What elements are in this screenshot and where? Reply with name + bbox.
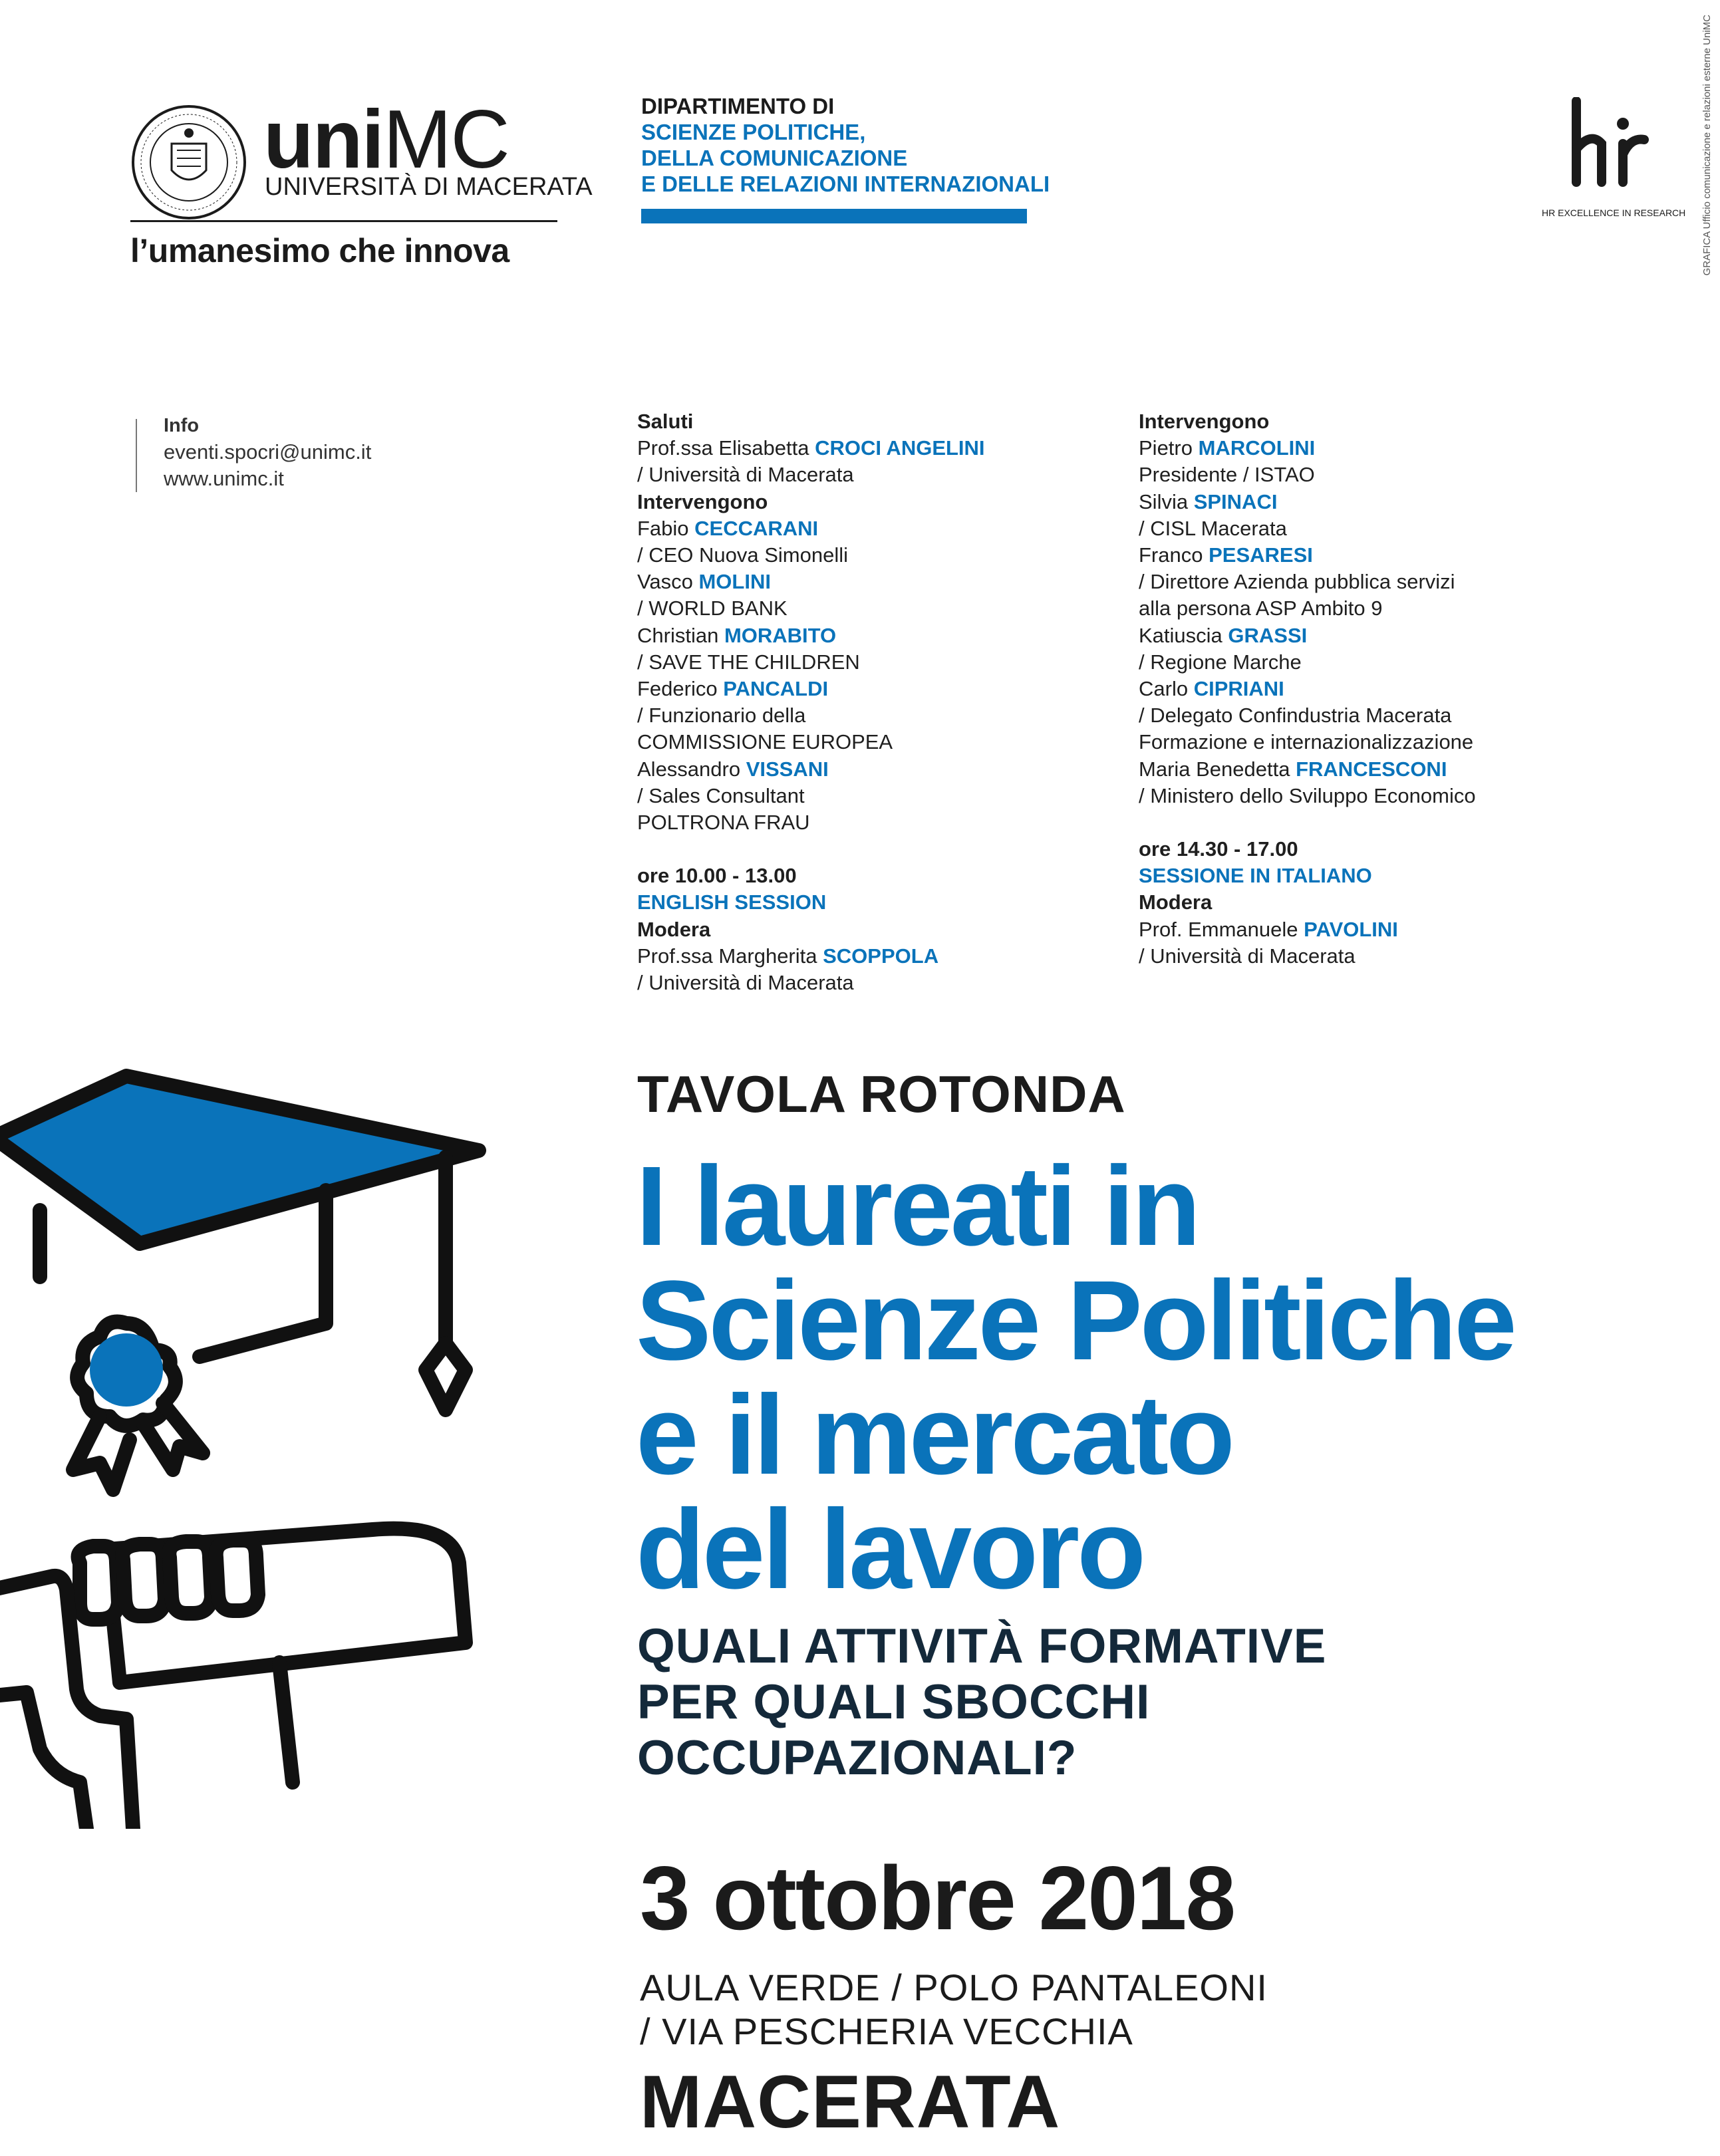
speaker-first-name: Prof.ssa Elisabetta [637, 436, 815, 460]
session-title: ENGLISH SESSION [637, 890, 827, 914]
speaker-first-name: Franco [1139, 543, 1209, 567]
moderator-name-line [637, 943, 1103, 970]
speaker-name-line [637, 435, 1103, 462]
hr-excellence-logo-icon [1562, 97, 1655, 190]
speaker-name-line [637, 676, 1103, 702]
department-line-3: DELLA COMUNICAZIONE [641, 146, 908, 170]
event-title-line: I laureati in [636, 1143, 1199, 1270]
session-time: ore 14.30 - 17.00 [1139, 837, 1298, 861]
brand-wordmark [263, 94, 509, 186]
speaker-name-line [1139, 489, 1591, 515]
speaker-role-cont: COMMISSIONE EUROPEA [637, 730, 893, 754]
speaker-first-name: Alessandro [637, 757, 746, 781]
speaker-surname: MARCOLINI [1198, 436, 1316, 460]
speaker-role: / Funzionario della [637, 704, 806, 728]
venue-line-2: / VIA PESCHERIA VECCHIA [640, 2010, 1133, 2052]
speaker-surname: GRASSI [1228, 623, 1308, 647]
event-subtitle-line: PER QUALI SBOCCHI [637, 1675, 1151, 1729]
speaker-name-line [637, 756, 1103, 783]
speaker-role: / Università di Macerata [637, 463, 854, 487]
speaker-name-line [1139, 435, 1591, 462]
department-line-4: E DELLE RELAZIONI INTERNAZIONALI [641, 172, 1050, 196]
speaker-role: / Delegato Confindustria Macerata [1139, 704, 1452, 728]
venue-line-1: AULA VERDE / POLO PANTALEONI [640, 1966, 1268, 2008]
speaker-role: / WORLD BANK [637, 597, 788, 620]
speaker-surname: VISSANI [746, 757, 829, 781]
department-name [641, 93, 1050, 197]
event-subtitle-line: QUALI ATTIVITÀ FORMATIVE [637, 1619, 1327, 1673]
speaker-first-name: Katiuscia [1139, 623, 1228, 647]
moderator-surname: SCOPPOLA [823, 944, 939, 968]
session-time: ore 10.00 - 13.00 [637, 864, 797, 888]
speaker-role: / CEO Nuova Simonelli [637, 543, 849, 567]
event-title-line: e il mercato [636, 1372, 1232, 1498]
speaker-role-cont: Formazione e internazionalizzazione [1139, 730, 1474, 754]
info-block [164, 412, 371, 492]
speaker-surname: PANCALDI [723, 677, 829, 701]
moderator-role: / Università di Macerata [1139, 944, 1356, 968]
brand-light: MC [382, 94, 509, 186]
moderator-heading: Modera [637, 917, 711, 941]
event-title [636, 1143, 1700, 1613]
speaker-first-name: Federico [637, 677, 724, 701]
moderator-name-line [1139, 916, 1591, 943]
speaker-surname: CROCI ANGELINI [815, 436, 985, 460]
speaker-name-line [1139, 756, 1591, 783]
session-title: SESSIONE IN ITALIANO [1139, 864, 1372, 888]
event-title-line: del lavoro [636, 1486, 1144, 1613]
saluti-heading: Saluti [637, 410, 694, 433]
tagline: l’umanesimo che innova [130, 232, 509, 269]
speaker-name-line [637, 569, 1103, 595]
speaker-first-name: Carlo [1139, 677, 1194, 701]
speaker-surname: PESARESI [1209, 543, 1313, 567]
hr-caption: HR EXCELLENCE IN RESEARCH [1542, 207, 1686, 218]
event-date: 3 ottobre 2018 [640, 1847, 1235, 1949]
department-line-1: DIPARTIMENTO DI [641, 94, 835, 118]
speaker-first-name: Christian [637, 623, 724, 647]
speaker-role: / Sales Consultant [637, 783, 805, 807]
event-subtitle [637, 1619, 1326, 1786]
event-subtitle-line: OCCUPAZIONALI? [637, 1731, 1077, 1785]
speaker-surname: CIPRIANI [1193, 677, 1284, 701]
event-venue [640, 1966, 1268, 2054]
speaker-role: / Direttore Azienda pubblica servizi [1139, 570, 1455, 594]
speaker-surname: MORABITO [724, 623, 837, 647]
program-morning [637, 408, 1103, 996]
speaker-first-name: Silvia [1139, 489, 1194, 513]
speaker-role: / CISL Macerata [1139, 516, 1287, 540]
moderator-role: / Università di Macerata [637, 971, 854, 995]
graphic-credit: GRAFICA Ufficio comunicazione e relazioni esterne UniMC [1701, 15, 1713, 276]
speaker-name-line [1139, 542, 1591, 569]
speaker-role: / Ministero dello Sviluppo Economico [1139, 783, 1476, 807]
brand-divider [130, 220, 557, 222]
moderator-surname: PAVOLINI [1304, 917, 1398, 941]
info-label: Info [164, 415, 200, 436]
speaker-role-cont: POLTRONA FRAU [637, 811, 810, 835]
speaker-first-name: Maria Benedetta [1139, 757, 1296, 781]
department-line-2: SCIENZE POLITICHE, [641, 120, 866, 144]
speakers-heading: Intervengono [1139, 410, 1270, 433]
program-afternoon [1139, 408, 1591, 970]
speaker-role-cont: alla persona ASP Ambito 9 [1139, 597, 1383, 620]
speaker-first-name: Pietro [1139, 436, 1199, 460]
info-email[interactable]: eventi.spocri@unimc.it [164, 440, 372, 464]
speaker-surname: FRANCESCONI [1296, 757, 1447, 781]
speaker-name-line [637, 515, 1103, 542]
moderator-first-name: Prof. Emmanuele [1139, 917, 1304, 941]
speaker-first-name: Vasco [637, 570, 699, 594]
speaker-role: / SAVE THE CHILDREN [637, 650, 860, 674]
department-accent-bar [641, 209, 1027, 223]
speakers-heading: Intervengono [637, 489, 768, 513]
speaker-surname: CECCARANI [694, 516, 819, 540]
speaker-role: Presidente / ISTAO [1139, 463, 1315, 487]
event-city: MACERATA [640, 2060, 1061, 2143]
info-divider [136, 419, 137, 492]
event-kicker: TAVOLA ROTONDA [637, 1065, 1126, 1123]
brand-bold: uni [263, 94, 383, 186]
speaker-surname: MOLINI [698, 570, 771, 594]
moderator-heading: Modera [1139, 890, 1213, 914]
brand-subtitle: UNIVERSITÀ DI MACERATA [265, 173, 593, 201]
speaker-name-line [1139, 622, 1591, 649]
info-website[interactable]: www.unimc.it [164, 467, 284, 490]
speaker-first-name: Fabio [637, 516, 695, 540]
speaker-name-line [637, 622, 1103, 649]
moderator-first-name: Prof.ssa Margherita [637, 944, 823, 968]
speaker-surname: SPINACI [1193, 489, 1278, 513]
event-title-line: Scienze Politiche [636, 1258, 1514, 1384]
university-seal-icon [130, 104, 247, 221]
graduation-cap-diploma-icon [0, 1057, 505, 1829]
speaker-name-line [1139, 676, 1591, 702]
speaker-role: / Regione Marche [1139, 650, 1302, 674]
